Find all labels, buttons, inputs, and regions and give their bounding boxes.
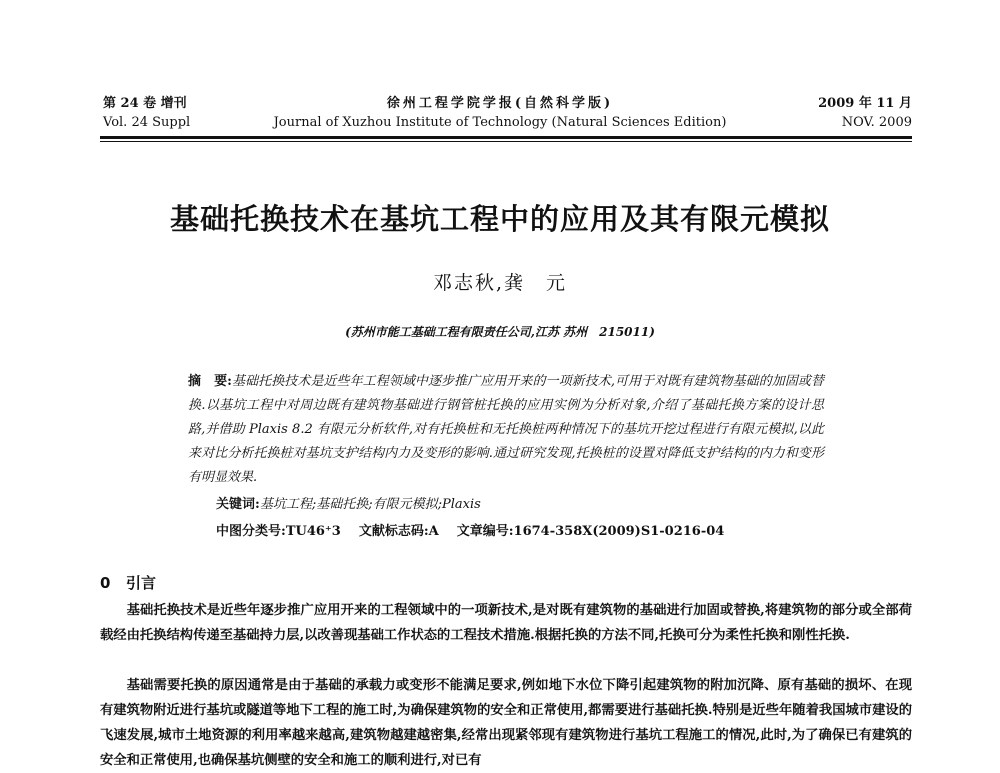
body-paragraph xyxy=(100,598,912,648)
affiliation: (苏州市能工基础工程有限责任公司,江苏 苏州 215011) xyxy=(345,325,655,339)
doc-code-label: 文献标志码: xyxy=(358,524,429,539)
section-heading xyxy=(100,572,156,593)
abstract-text: 基础托换技术是近些年工程领域中逐步推广应用开来的一项新技术,可用于对既有建筑物基础的加固或替换.以基坑工程中对周边既有建筑物基础进行钢管桩托换的应用实例为分析对象,介绍了基础托换方案的设计思路,并借助 Plaxis 8.2 有限元分析软件,对有托换桩和无托换桩两种情况下的基坑开挖过程进行有限元模拟,以此来对比分析托换桩对基坑支护结构内力及变形的影响.通过研究发现,托换桩的设置对降低支护结构的内力和变形有明显效果. xyxy=(188,374,824,485)
paragraph-text: 基础托换技术是近些年逐步推广应用开来的工程领域中的一项新技术,是对既有建筑物的基础进行加固或替换,将建筑物的部分或全部荷载经由托换结构传递至基础持力层,以改善现基础工作状态的工程技术措施.根据托换的方法不同,托换可分为柔性托换和刚性托换. xyxy=(100,603,912,643)
clc-label: 中图分类号: xyxy=(216,524,286,539)
header-right xyxy=(818,94,912,132)
article-number-value: 1674-358X(2009)S1-0216-04 xyxy=(513,524,725,539)
authors: 邓志秋,龚 元 xyxy=(432,272,568,294)
paragraph-text: 基础需要托换的原因通常是由于基础的承载力或变形不能满足要求,例如地下水位下降引起建筑物的附加沉降、原有基础的损坏、在现有建筑物附近进行基坑或隧道等地下工程的施工时,为确保建筑物的安全和正常使用,都需要进行基础托换.特别是近些年随着我国城市建设的飞速发展,城市土地资源的利用率越来越高,建筑物越建越密集,经常出现紧邻现有建筑物进行基坑工程施工的情况,此时,为了确保已有建筑的安全和正常使用,也确保基坑侧壁的安全和施工的顺利进行,对已有 xyxy=(100,678,912,768)
section-number: 0 xyxy=(100,574,111,592)
header-rule-thin xyxy=(100,141,912,142)
journal-name-en: Journal of Xuzhou Institute of Technology (Natural Sciences Edition) xyxy=(273,115,727,130)
date-en: NOV. 2009 xyxy=(841,115,912,130)
journal-name-zh: 徐州工程学院学报(自然科学版) xyxy=(386,96,614,111)
article-number-label: 文章编号: xyxy=(456,524,514,539)
clc-value: TU46⁺3 xyxy=(285,524,341,539)
keywords-text: 基坑工程;基础托换;有限元模拟;Plaxis xyxy=(259,497,481,512)
abstract-label: 摘 要: xyxy=(188,374,232,389)
paper-title: 基础托换技术在基坑工程中的应用及其有限元模拟 xyxy=(169,202,830,236)
volume-zh: 第 24 卷 增刊 xyxy=(103,96,187,111)
header-rule-thick xyxy=(100,136,912,139)
abstract xyxy=(188,370,824,490)
keywords xyxy=(216,493,481,512)
keywords-label: 关键词: xyxy=(216,497,260,512)
classification-line xyxy=(216,520,724,539)
running-header xyxy=(0,94,1000,138)
volume-en: Vol. 24 Suppl xyxy=(103,115,191,130)
section-title: 引言 xyxy=(126,574,157,592)
body-paragraph xyxy=(100,673,912,773)
doc-code-value: A xyxy=(428,524,439,539)
date-zh: 2009 年 11 月 xyxy=(818,96,912,111)
